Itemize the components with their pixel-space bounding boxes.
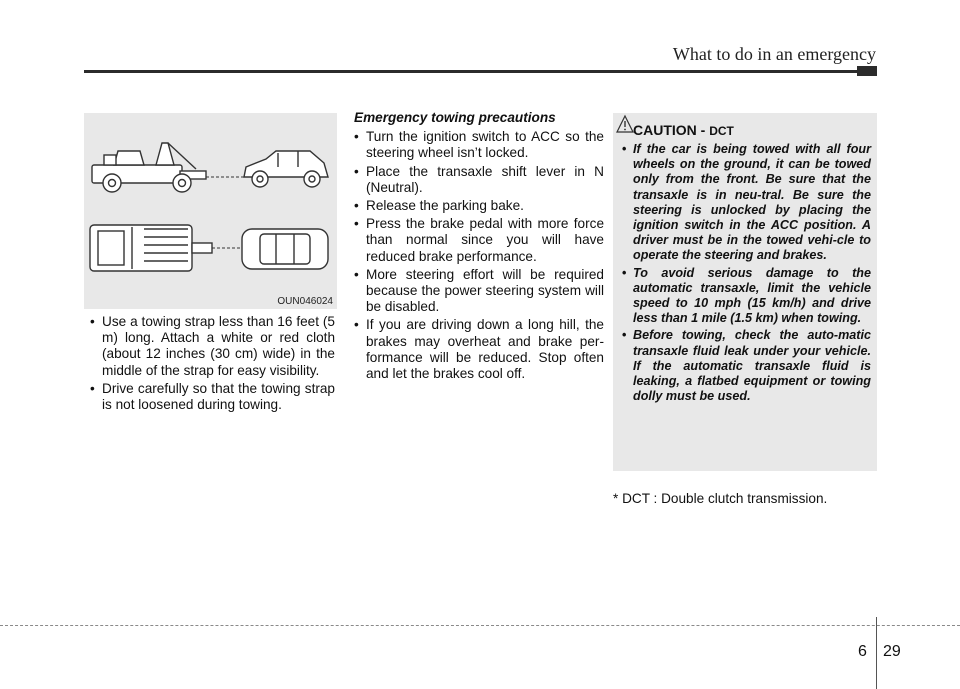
towed-car-top	[242, 229, 328, 269]
list-item: • Release the parking bake.	[352, 198, 604, 214]
list-item: • Place the transaxle shift lever in N (Neutral).	[352, 164, 604, 196]
middle-column	[352, 110, 604, 384]
list-item: • Press the brake pedal with more force than normal since you will have reduced brake performance.	[352, 216, 604, 265]
footer-rule	[0, 625, 960, 626]
list-item: • To avoid serious damage to the automatic transaxle, limit the vehicle speed to 10 mph (15 km/h) and drive less than 1 mile (1.5 km) when towing.	[621, 266, 871, 327]
caution-title: CAUTION -	[633, 122, 706, 138]
page-number: 29	[883, 643, 901, 660]
header-rule	[84, 70, 877, 73]
caution-list	[621, 142, 871, 406]
list-item: • Use a towing strap less than 16 feet (5 m) long. Attach a white or red cloth (about 12 inches (30 cm) wide) in the middle of the strap for easy visibility.	[88, 314, 335, 379]
footnote: * DCT : Double clutch transmission.	[613, 491, 828, 506]
left-column	[88, 314, 335, 415]
towed-car-side	[244, 151, 328, 187]
header-title: What to do in an emergency	[672, 44, 876, 64]
list-item: • More steering effort will be required because the power steering system will be disabled.	[352, 267, 604, 316]
towing-illustration	[84, 113, 337, 309]
towing-figure	[84, 113, 337, 309]
caution-box	[613, 113, 877, 471]
left-bullet-list	[88, 314, 335, 413]
caution-heading	[633, 122, 734, 138]
list-item: • Turn the ignition switch to ACC so the steering wheel isn’t locked.	[352, 129, 604, 161]
towing-precautions-list	[352, 129, 604, 382]
warning-triangle-icon	[615, 113, 635, 135]
tow-truck-top	[90, 225, 212, 271]
caution-subtitle: DCT	[709, 124, 734, 138]
footer-divider	[876, 617, 877, 689]
header-rule-end	[857, 66, 877, 76]
tow-truck-side	[92, 143, 206, 192]
chapter-number: 6	[858, 643, 867, 660]
list-item: • If the car is being towed with all four wheels on the ground, it can be towed only from the front. Be sure that the transaxle is in neu-tral. Be sure the steering is unlocked by placing the ignition switch in the ACC position. A driver must be in the towed vehi-cle to operate the steering and brakes.	[621, 142, 871, 264]
list-item: • Drive carefully so that the towing strap is not loosened during towing.	[88, 381, 335, 413]
list-item: • Before towing, check the auto-matic transaxle fluid leak under your vehicle. If the automatic transaxle fluid is leaking, a flatbed equipment or towing dolly must be used.	[621, 328, 871, 404]
section-heading: Emergency towing precautions	[354, 110, 556, 125]
figure-code: OUN046024	[277, 296, 333, 307]
list-item: • If you are driving down a long hill, the brakes may overheat and brake per-formance will be reduced. Stop often and let the brakes cool off.	[352, 317, 604, 382]
